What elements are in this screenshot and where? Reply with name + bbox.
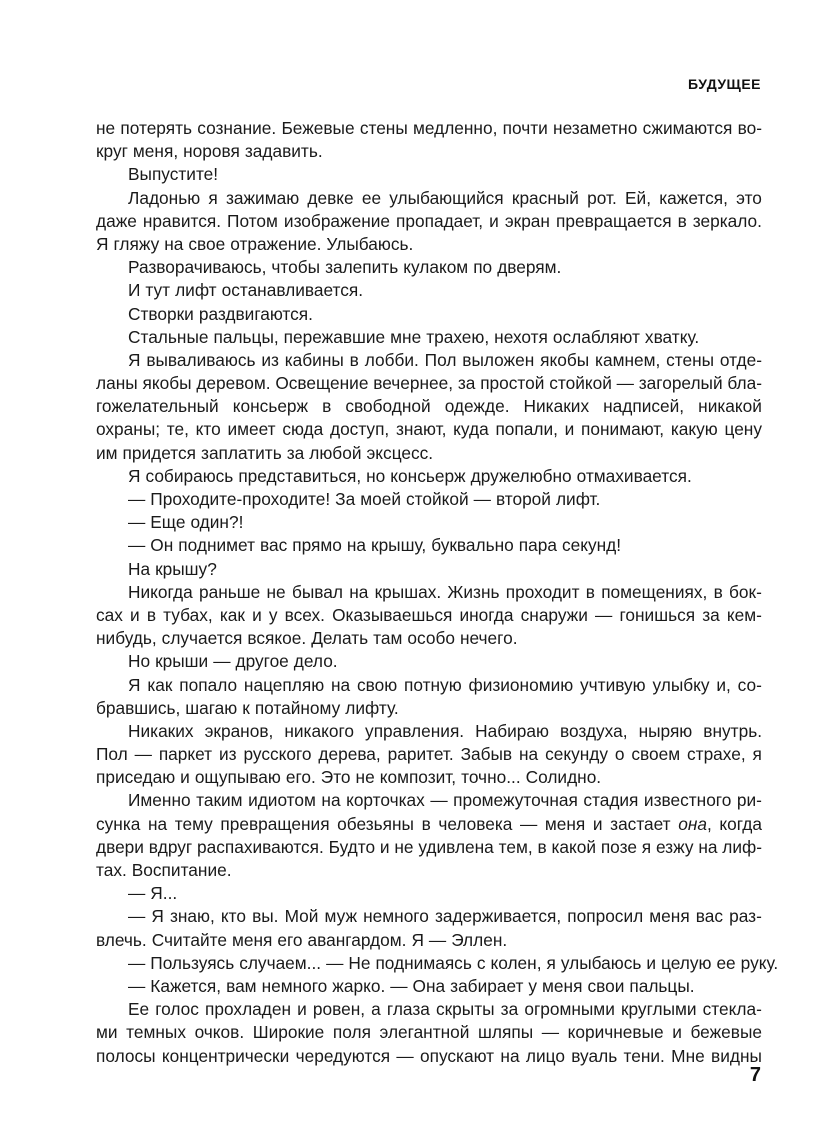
text-line: — Он поднимет вас прямо на крышу, буквально пара секунд! — [128, 535, 622, 556]
text-line: — Кажется, вам немного жарко. — Она забирает у меня свои пальцы. — [128, 975, 695, 996]
text-line: Ее голос прохладен и ровен, а глаза скрыты за огромными круглыми стекла- — [128, 999, 762, 1020]
page-number: 7 — [749, 1064, 761, 1086]
text-line: им придется заплатить за любой эксцесс. — [96, 442, 434, 463]
running-title: БУДУЩЕЕ — [687, 76, 761, 92]
text-line: Никаких экранов, никакого управления. Набираю воздуха, ныряю внутрь. — [128, 720, 762, 741]
text-line: — Еще один?! — [128, 512, 244, 533]
text-line: Именно таким идиотом на корточках — промежуточная стадия известного ри- — [128, 790, 762, 811]
text-line: И тут лифт останавливается. — [128, 280, 364, 301]
text-line: Я вываливаюсь из кабины в лобби. Пол выложен якобы камнем, стены отде- — [128, 349, 762, 370]
text-line: гожелательный консьерж в свободной одежде. Никаких надписей, никакой — [96, 396, 762, 417]
text-line: приседаю и ощупываю его. Это не композит, точно... Солидно. — [96, 767, 602, 788]
text-line: Никогда раньше не бывал на крышах. Жизнь проходит в помещениях, в бок- — [128, 581, 762, 602]
body-text — [96, 117, 779, 1068]
text-line: охраны; те, кто имеет сюда доступ, знают, куда попали, и понимают, какую цену — [96, 419, 762, 440]
text-line: нибудь, случается всякое. Делать там особо нечего. — [96, 628, 518, 649]
text-line: двери вдруг распахиваются. Будто и не удивлена тем, в какой позе я езжу на лиф- — [96, 836, 762, 857]
text-line: круг меня, норовя задавить. — [96, 141, 323, 162]
text-line: Я как попало нацепляю на свою потную физиономию учтивую улыбку и, со- — [128, 674, 762, 695]
text-line: влечь. Считайте меня его авангардом. Я — Эллен. — [96, 929, 508, 950]
text-line: полосы концентрически чередуются — опускают на лицо вуаль тени. Мне видны — [96, 1045, 762, 1066]
text-line: Разворачиваюсь, чтобы залепить кулаком по дверям. — [128, 257, 562, 278]
text-line: — Пользуясь случаем... — Не поднимаясь с колен, я улыбаюсь и целую ее руку. — [128, 952, 779, 973]
text-line: ланы якобы деревом. Освещение вечернее, за простой стойкой — загорелый бла- — [96, 373, 762, 394]
text-line: Стальные пальцы, пережавшие мне трахею, нехотя ослабляют хватку. — [128, 326, 700, 347]
text-line: тах. Воспитание. — [96, 860, 232, 880]
text-line: — Я знаю, кто вы. Мой муж немного задерживается, попросил меня вас раз- — [128, 906, 762, 927]
text-line: сах и в тубах, как и у всех. Оказываешься иногда снаружи — гонишься за кем- — [96, 604, 762, 625]
text-line: Но крыши — другое дело. — [128, 651, 338, 672]
text-line: — Я... — [128, 883, 178, 904]
text-line: — Проходите-проходите! За моей стойкой — второй лифт. — [128, 489, 601, 509]
text-line: ми темных очков. Широкие поля элегантной шляпы — коричневые и бежевые — [96, 1022, 762, 1043]
text-line: Ладонью я зажимаю девке ее улыбающийся красный рот. Ей, кажется, это — [128, 187, 762, 208]
text-line: бравшись, шагаю к потайному лифту. — [96, 697, 399, 718]
text-line: Выпустите! — [128, 164, 219, 185]
text-line: Створки раздвигаются. — [128, 303, 313, 324]
text-line: сунка на тему превращения обезьяны в человека — меня и застает она, когда — [96, 813, 762, 834]
text-line: Пол — паркет из русского дерева, раритет. Забыв на секунду о своем страхе, я — [96, 744, 762, 765]
text-line: даже нравится. Потом изображение пропадает, и экран превращается в зеркало. — [96, 210, 762, 231]
text-line: На крышу? — [128, 558, 217, 579]
text-line: не потерять сознание. Бежевые стены медленно, почти незаметно сжимаются во- — [96, 118, 762, 138]
text-line: Я гляжу на свое отражение. Улыбаюсь. — [96, 233, 414, 254]
text-line: Я собираюсь представиться, но консьерж дружелюбно отмахивается. — [128, 465, 692, 486]
